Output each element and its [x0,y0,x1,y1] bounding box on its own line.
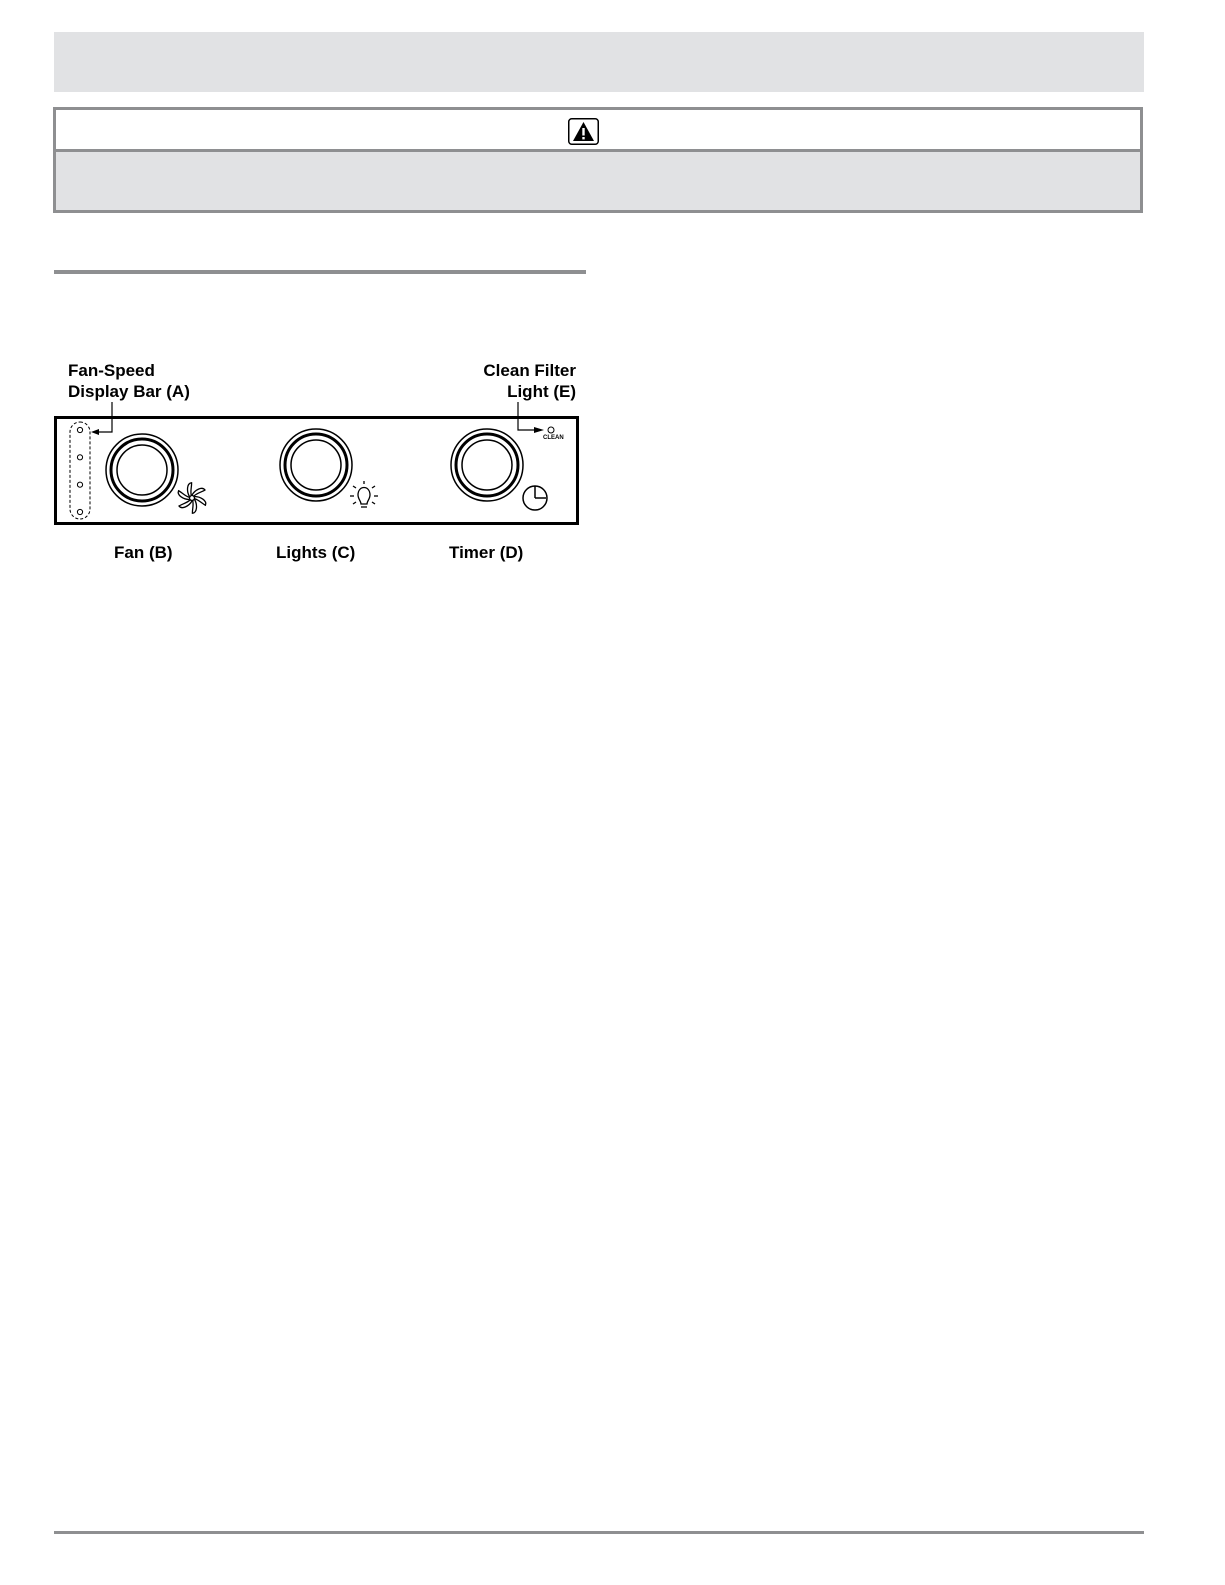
callout-a-line-2: Display Bar (A) [68,382,190,401]
callout-timer: Timer (D) [449,543,524,562]
header-band [54,32,1144,92]
warning-body [56,152,1140,210]
fan-speed-indicator-dot [77,509,82,514]
clean-filter-light [548,427,554,433]
fan-knob [106,434,178,506]
callout-a-line-1: Fan-Speed [68,361,155,380]
fan-speed-indicator-dot [77,427,82,432]
callout-e-arrowhead [534,427,544,433]
control-panel-diagram [54,360,590,572]
callout-fan-speed-display-bar [68,360,190,402]
warning-box [53,107,1143,213]
footer-rule [54,1531,1144,1534]
fan-icon [177,482,207,514]
fan-blade [179,500,192,508]
lights-knob [280,429,352,501]
callout-lights: Lights (C) [276,543,356,562]
callout-a-arrowhead [91,429,99,435]
warning-triangle-icon [568,118,599,145]
clean-indicator-label: CLEAN [543,435,564,441]
callout-clean-filter-light [483,360,576,402]
fan-speed-display-bar [70,422,90,519]
callout-e-line-2: Light (E) [507,382,576,401]
fan-blade [192,488,205,496]
callout-e-line-1: Clean Filter [483,361,576,380]
timer-clock-icon [523,486,547,510]
warning-title-row [56,110,1140,152]
fan-speed-indicator-dot [77,455,82,460]
section-divider [54,270,586,274]
callout-fan: Fan (B) [114,543,173,562]
light-bulb-icon [350,481,378,507]
timer-knob [451,429,523,501]
fan-speed-indicator-dot [77,482,82,487]
fan-speed-indicators [77,427,82,514]
